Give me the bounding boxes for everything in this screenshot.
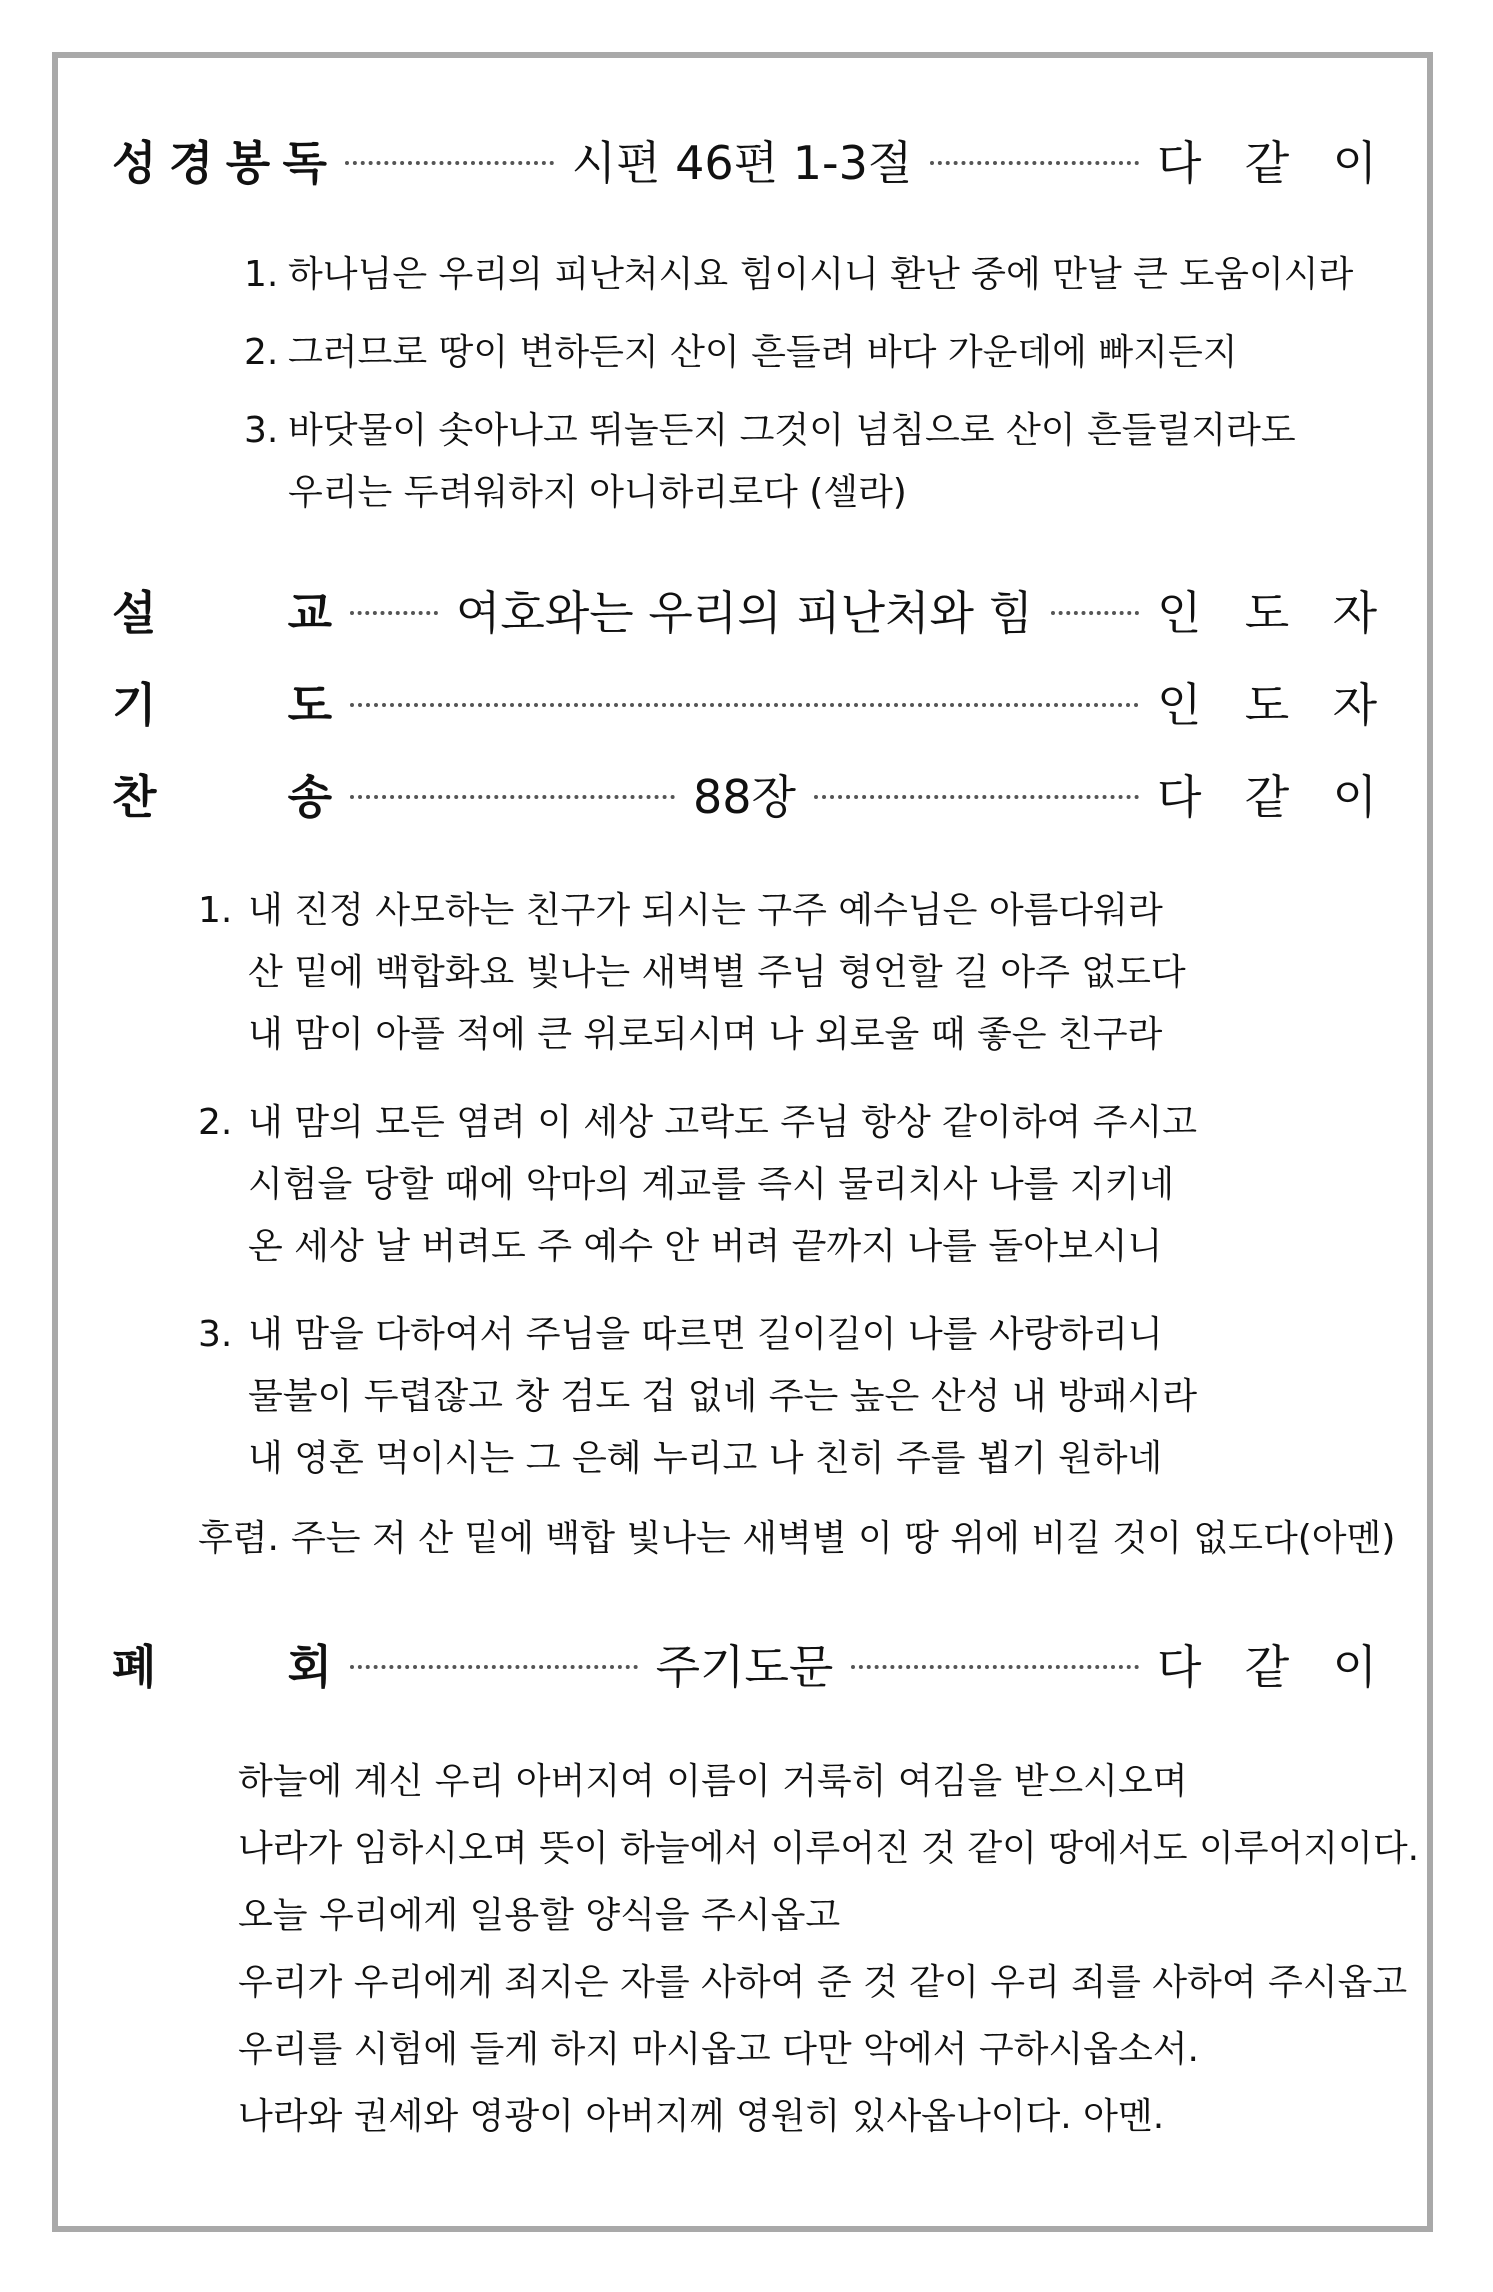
leader-dots bbox=[350, 611, 438, 615]
reading-passage: 시편 46편 1-3절 bbox=[571, 136, 913, 190]
sermon-label: 설 교 bbox=[112, 586, 332, 640]
closing-label: 폐 회 bbox=[112, 1640, 332, 1694]
lords-prayer-line: 하늘에 계신 우리 아버지여 이름이 거룩히 여김을 받으시오며 bbox=[238, 1761, 1188, 1802]
closing-title: 주기도문 bbox=[655, 1640, 834, 1694]
lords-prayer-line: 나라와 권세와 영광이 아버지께 영원히 있사옵나이다. 아멘. bbox=[238, 2096, 1165, 2137]
reading-row bbox=[112, 128, 1377, 192]
leader-dots bbox=[1051, 611, 1139, 615]
sermon-who: 인 도 자 bbox=[1157, 586, 1378, 640]
reading-verse-1: 1. 하나님은 우리의 피난처시요 힘이시니 환난 중에 만날 큰 도움이시라 bbox=[244, 254, 1354, 295]
prayer-label: 기 도 bbox=[112, 678, 332, 732]
sermon-title: 여호와는 우리의 피난처와 힘 bbox=[455, 586, 1034, 640]
closing-row bbox=[112, 1632, 1377, 1696]
closing-who: 다 같 이 bbox=[1157, 1640, 1377, 1694]
leader-dots bbox=[350, 795, 675, 799]
hymn-verse-3: 3. 내 맘을 다하여서 주님을 따르면 길이길이 나를 사랑하리니 물불이 두렵잖고 창 검도 겁 없네 주는 높은 산성 내 방패시라 내 영혼 먹이시는 그 은혜 누리고 나 친히 주를 뵙기 원하네 bbox=[198, 1314, 1198, 1479]
lords-prayer bbox=[238, 1748, 1419, 2150]
lords-prayer-line: 오늘 우리에게 일용할 양식을 주시옵고 bbox=[238, 1895, 841, 1936]
reading-who: 다 같 이 bbox=[1157, 136, 1377, 190]
lords-prayer-line: 우리를 시험에 들게 하지 마시옵고 다만 악에서 구하시옵소서. bbox=[238, 2029, 1199, 2070]
lords-prayer-line: 나라가 임하시오며 뜻이 하늘에서 이루어진 것 같이 땅에서도 이루어지이다. bbox=[238, 1828, 1420, 1869]
lords-prayer-line: 우리가 우리에게 죄지은 자를 사하여 준 것 같이 우리 죄를 사하여 주시옵고 bbox=[238, 1962, 1408, 2003]
reading-verse-3: 3. 바닷물이 솟아나고 뛰놀든지 그것이 넘침으로 산이 흔들릴지라도 우리는 두려워하지 아니하리로다 (셀라) bbox=[244, 410, 1296, 513]
hymn-number: 88장 bbox=[693, 770, 796, 824]
leader-dots bbox=[930, 161, 1139, 165]
leader-dots bbox=[851, 1665, 1139, 1669]
leader-dots bbox=[814, 795, 1139, 799]
leader-dots bbox=[350, 1665, 638, 1669]
hymn-who: 다 같 이 bbox=[1157, 770, 1378, 824]
hymn-verse-2: 2. 내 맘의 모든 염려 이 세상 고락도 주님 항상 같이하여 주시고 시험을 당할 때에 악마의 계교를 즉시 물리치사 나를 지키네 온 세상 날 버려도 주 예수 안 버려 끝까지 나를 돌아보시니 bbox=[198, 1102, 1198, 1267]
reading-verse-2: 2. 그러므로 땅이 변하든지 산이 흔들려 바다 가운데에 빠지든지 bbox=[244, 332, 1238, 373]
reading-label: 성 경 봉 독 bbox=[112, 136, 327, 190]
hymn-chorus: 후렴. 주는 저 산 밑에 백합 빛나는 새벽별 이 땅 위에 비길 것이 없도다(아멘) bbox=[198, 1518, 1396, 1559]
hymn-verse-1: 1. 내 진정 사모하는 친구가 되시는 구주 예수님은 아름다워라 산 밑에 백합화요 빛나는 새벽별 주님 형언할 길 아주 없도다 내 맘이 아플 적에 큰 위로되시며 나 외로울 때 좋은 친구라 bbox=[198, 890, 1186, 1055]
hymn-label: 찬 송 bbox=[112, 770, 332, 824]
hymn-verses bbox=[198, 880, 1395, 1570]
reading-verses bbox=[244, 244, 1353, 524]
leader-dots bbox=[350, 703, 1139, 707]
sermon-row bbox=[112, 578, 1377, 642]
leader-dots bbox=[345, 161, 554, 165]
prayer-row bbox=[112, 670, 1377, 734]
hymn-row bbox=[112, 762, 1377, 826]
prayer-who: 인 도 자 bbox=[1157, 678, 1377, 732]
